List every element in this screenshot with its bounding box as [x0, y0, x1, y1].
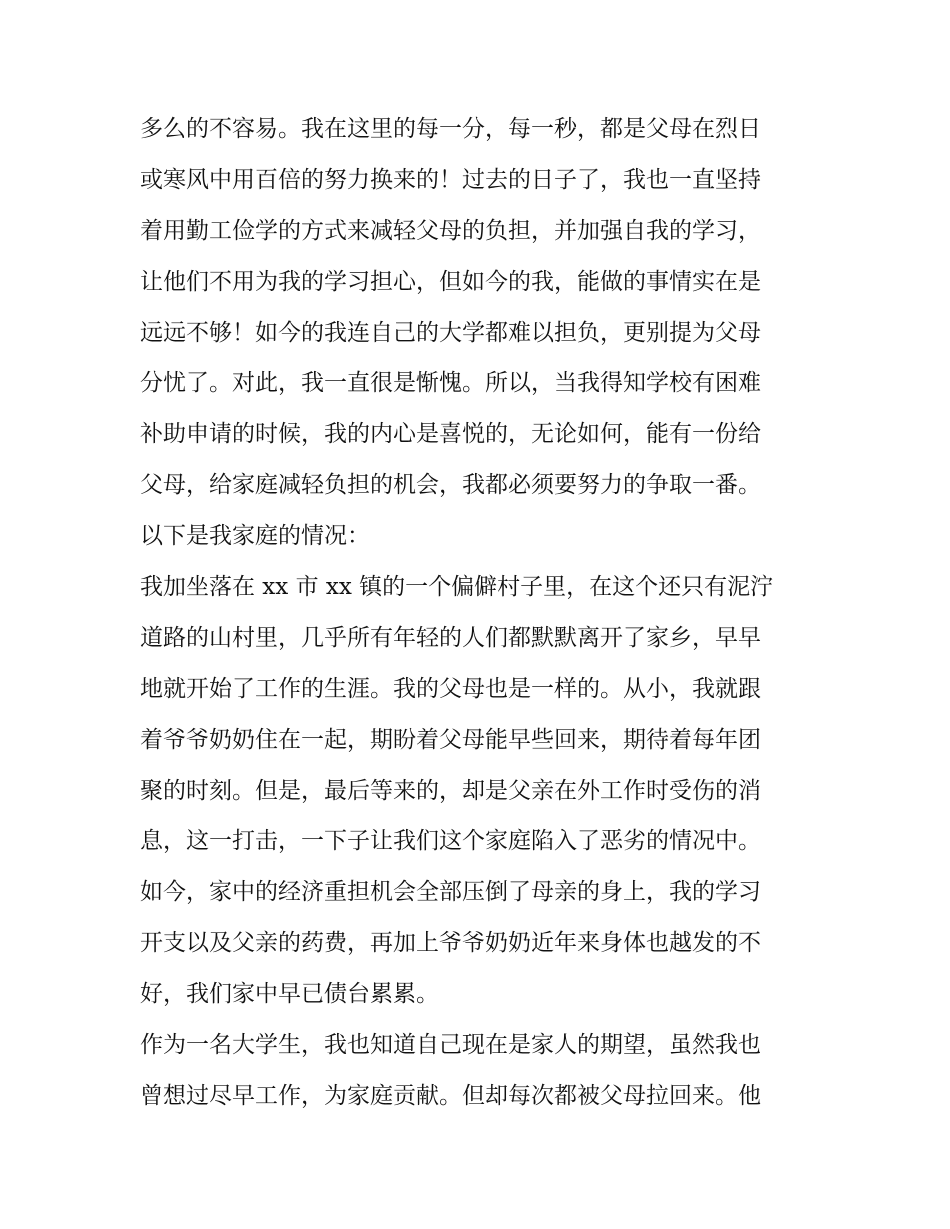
text-line: 开支以及父亲的药费，再加上爷爷奶奶近年来身体也越发的不 [140, 930, 761, 957]
text-line: 父母，给家庭减轻负担的机会，我都必须要努力的争取一番。 [140, 472, 761, 499]
text-line: 分忧了。对此，我一直很是惭愧。所以，当我得知学校有困难 [140, 370, 761, 397]
text-line: 如今，家中的经济重担机会全部压倒了母亲的身上，我的学习 [140, 879, 761, 906]
text-line: 息，这一打击，一下子让我们这个家庭陷入了恶劣的情况中。 [140, 828, 761, 855]
text-line: 让他们不用为我的学习担心，但如今的我，能做的事情实在是 [140, 268, 761, 295]
document-body [140, 104, 820, 1122]
text-line: 或寒风中用百倍的努力换来的！过去的日子了，我也一直坚持 [140, 166, 761, 193]
text-line: 补助申请的时候，我的内心是喜悦的，无论如何，能有一份给 [140, 421, 761, 448]
text-line: 道路的山村里，几乎所有年轻的人们都默默离开了家乡，早早 [140, 624, 761, 651]
text-line: 好，我们家中早已债台累累。 [140, 981, 439, 1008]
text-line: 多么的不容易。我在这里的每一分，每一秒，都是父母在烈日 [140, 116, 761, 142]
text-line: 曾想过尽早工作，为家庭贡献。但却每次都被父母拉回来。他 [140, 1082, 761, 1109]
text-line: 作为一名大学生，我也知道自己现在是家人的期望，虽然我也 [140, 1032, 761, 1059]
text-line: 地就开始了工作的生涯。我的父母也是一样的。从小，我就跟 [140, 675, 761, 702]
text-line: 着爷爷奶奶住在一起，期盼着父母能早些回来，期待着每年团 [140, 726, 761, 753]
text-line: 聚的时刻。但是，最后等来的，却是父亲在外工作时受伤的消 [140, 777, 761, 804]
text-line: 着用勤工俭学的方式来减轻父母的负担，并加强自我的学习， [140, 217, 761, 244]
text-line: 远远不够！如今的我连自己的大学都难以担负，更别提为父母 [140, 319, 761, 346]
text-line: 我加坐落在 xx 市 xx 镇的一个偏僻村子里，在这个还只有泥泞 [140, 574, 774, 601]
section-heading-line: 以下是我家庭的情况： [140, 523, 370, 550]
